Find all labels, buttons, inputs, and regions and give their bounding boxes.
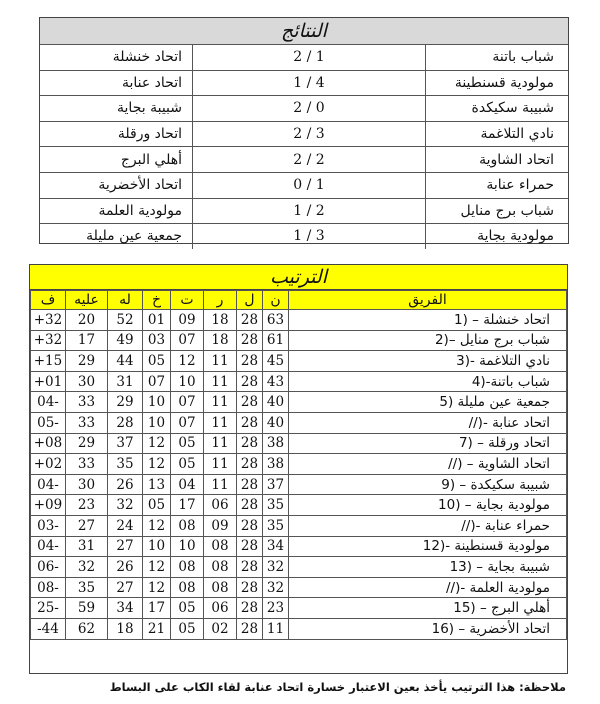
cell-pts: 43 — [263, 371, 289, 392]
cell-team: //)- حمراء عنابة — [289, 515, 567, 536]
header-ga: عليه — [66, 291, 108, 310]
score: 1 / 3 — [193, 224, 426, 249]
cell-team: 5) جمعية عين مليلة — [289, 392, 567, 413]
cell-team: //)- مولودية العلمة — [289, 577, 567, 598]
cell-pts: 23 — [263, 598, 289, 619]
home-team: حمراء عنابة — [426, 172, 569, 198]
cell-won: 11 — [204, 371, 237, 392]
cell-pts: 35 — [263, 515, 289, 536]
cell-draw: 09 — [171, 310, 204, 331]
away-team: مولودية العلمة — [40, 198, 193, 224]
cell-draw: 04 — [171, 474, 204, 495]
cell-pts: 35 — [263, 495, 289, 516]
standings-row — [31, 474, 567, 495]
score: 2 / 0 — [193, 96, 426, 122]
cell-gf: 32 — [108, 495, 143, 516]
results-panel — [39, 17, 569, 244]
cell-gf: 49 — [108, 330, 143, 351]
cell-gf: 44 — [108, 351, 143, 372]
home-team: شبيبة سكيكدة — [426, 96, 569, 122]
result-row — [40, 198, 568, 224]
cell-ga: 23 — [66, 495, 108, 516]
cell-ga: 30 — [66, 474, 108, 495]
cell-lost: 13 — [143, 474, 171, 495]
cell-gf: 52 — [108, 310, 143, 331]
cell-gf: 37 — [108, 433, 143, 454]
cell-draw: 07 — [171, 392, 204, 413]
score: 2 / 1 — [193, 45, 426, 70]
header-team: الفريق — [289, 291, 567, 310]
cell-diff: 25- — [31, 598, 66, 619]
cell-team: 1) – اتحاد خنشلة — [289, 310, 567, 331]
cell-won: 11 — [204, 454, 237, 475]
cell-pts: 32 — [263, 557, 289, 578]
cell-played: 28 — [237, 557, 263, 578]
cell-diff: -44 — [31, 618, 66, 639]
cell-won: 11 — [204, 412, 237, 433]
away-team: اتحاد عنابة — [40, 70, 193, 96]
cell-won: 02 — [204, 618, 237, 639]
cell-won: 11 — [204, 474, 237, 495]
cell-played: 28 — [237, 577, 263, 598]
cell-gf: 29 — [108, 392, 143, 413]
cell-ga: 30 — [66, 371, 108, 392]
standings-row — [31, 454, 567, 475]
result-row — [40, 172, 568, 198]
result-row — [40, 96, 568, 122]
cell-team: 9) – شبيبة سكيكدة — [289, 474, 567, 495]
cell-played: 28 — [237, 618, 263, 639]
cell-gf: 26 — [108, 557, 143, 578]
cell-lost: 12 — [143, 433, 171, 454]
cell-won: 08 — [204, 557, 237, 578]
cell-draw: 05 — [171, 598, 204, 619]
result-row — [40, 121, 568, 147]
standings-row — [31, 433, 567, 454]
cell-lost: 05 — [143, 351, 171, 372]
standings-row — [31, 577, 567, 598]
cell-played: 28 — [237, 536, 263, 557]
cell-diff: 08- — [31, 577, 66, 598]
cell-played: 28 — [237, 310, 263, 331]
cell-draw: 05 — [171, 433, 204, 454]
cell-team: 10) – مولودية بجاية — [289, 495, 567, 516]
score: 1 / 4 — [193, 70, 426, 96]
cell-lost: 05 — [143, 495, 171, 516]
cell-lost: 07 — [143, 371, 171, 392]
cell-draw: 07 — [171, 330, 204, 351]
away-team: اتحاد خنشلة — [40, 45, 193, 70]
cell-lost: 01 — [143, 310, 171, 331]
cell-ga: 29 — [66, 433, 108, 454]
cell-pts: 40 — [263, 412, 289, 433]
cell-won: 08 — [204, 536, 237, 557]
cell-lost: 12 — [143, 557, 171, 578]
cell-team: 16) – اتحاد الأخضرية — [289, 618, 567, 639]
standings-row — [31, 495, 567, 516]
cell-ga: 59 — [66, 598, 108, 619]
cell-played: 28 — [237, 433, 263, 454]
cell-team: 13) – شبيبة بجاية — [289, 557, 567, 578]
cell-gf: 26 — [108, 474, 143, 495]
cell-team: 3)- نادي التلاغمة — [289, 351, 567, 372]
cell-pts: 32 — [263, 577, 289, 598]
cell-pts: 40 — [263, 392, 289, 413]
cell-won: 11 — [204, 433, 237, 454]
score: 0 / 1 — [193, 172, 426, 198]
score: 2 / 3 — [193, 121, 426, 147]
home-team: نادي التلاغمة — [426, 121, 569, 147]
standings-title: الترتيب — [30, 265, 567, 290]
cell-played: 28 — [237, 371, 263, 392]
cell-ga: 17 — [66, 330, 108, 351]
standings-row — [31, 598, 567, 619]
cell-diff: +08 — [31, 433, 66, 454]
cell-ga: 35 — [66, 577, 108, 598]
score: 2 / 2 — [193, 147, 426, 173]
cell-won: 11 — [204, 351, 237, 372]
cell-diff: 05- — [31, 412, 66, 433]
cell-lost: 12 — [143, 515, 171, 536]
away-team: اتحاد الأخضرية — [40, 172, 193, 198]
result-row — [40, 45, 568, 70]
cell-gf: 24 — [108, 515, 143, 536]
cell-diff: 03- — [31, 515, 66, 536]
cell-played: 28 — [237, 412, 263, 433]
cell-played: 28 — [237, 351, 263, 372]
cell-lost: 03 — [143, 330, 171, 351]
header-diff: ف — [31, 291, 66, 310]
cell-lost: 21 — [143, 618, 171, 639]
cell-lost: 10 — [143, 412, 171, 433]
cell-diff: +09 — [31, 495, 66, 516]
cell-played: 28 — [237, 392, 263, 413]
result-row — [40, 70, 568, 96]
cell-lost: 10 — [143, 536, 171, 557]
cell-won: 06 — [204, 598, 237, 619]
away-team: جمعية عين مليلة — [86, 228, 182, 245]
cell-draw: 05 — [171, 618, 204, 639]
standings-row — [31, 412, 567, 433]
cell-draw: 08 — [171, 557, 204, 578]
standings-row — [31, 330, 567, 351]
cell-team: 12)- مولودية قسنطينة — [289, 536, 567, 557]
header-draw: ت — [171, 291, 204, 310]
cell-gf: 27 — [108, 536, 143, 557]
away-team: شبيبة بجاية — [40, 96, 193, 122]
cell-team: 15) – أهلي البرج — [289, 598, 567, 619]
cell-played: 28 — [237, 598, 263, 619]
cell-diff: 04- — [31, 392, 66, 413]
header-gf: له — [108, 291, 143, 310]
standings-panel — [29, 264, 568, 674]
standings-header-row — [31, 291, 567, 310]
cell-lost: 17 — [143, 598, 171, 619]
standings-row — [31, 351, 567, 372]
cell-pts: 38 — [263, 454, 289, 475]
header-lost: خ — [143, 291, 171, 310]
cell-diff: +15 — [31, 351, 66, 372]
cell-gf: 31 — [108, 371, 143, 392]
cell-diff: +32 — [31, 310, 66, 331]
home-team: اتحاد الشاوية — [426, 147, 569, 173]
cell-team: 2)– شباب برج منايل — [289, 330, 567, 351]
standings-row — [31, 371, 567, 392]
cell-gf: 35 — [108, 454, 143, 475]
cell-ga: 32 — [66, 557, 108, 578]
cell-won: 11 — [204, 392, 237, 413]
cell-won: 18 — [204, 330, 237, 351]
cell-won: 18 — [204, 310, 237, 331]
cell-diff: 06- — [31, 557, 66, 578]
cell-pts: 11 — [263, 618, 289, 639]
home-team: شباب باتنة — [426, 45, 569, 70]
cell-won: 09 — [204, 515, 237, 536]
cell-diff: +02 — [31, 454, 66, 475]
cell-draw: 10 — [171, 371, 204, 392]
cell-pts: 45 — [263, 351, 289, 372]
cell-lost: 12 — [143, 454, 171, 475]
cell-gf: 27 — [108, 577, 143, 598]
cell-diff: +01 — [31, 371, 66, 392]
standings-row — [31, 310, 567, 331]
cell-pts: 38 — [263, 433, 289, 454]
home-team: شباب برج منايل — [426, 198, 569, 224]
cell-pts: 61 — [263, 330, 289, 351]
cell-diff: +32 — [31, 330, 66, 351]
cell-draw: 07 — [171, 412, 204, 433]
cell-draw: 08 — [171, 515, 204, 536]
cell-played: 28 — [237, 330, 263, 351]
cell-draw: 17 — [171, 495, 204, 516]
standings-row — [31, 392, 567, 413]
home-team: مولودية قسنطينة — [426, 70, 569, 96]
cell-gf: 34 — [108, 598, 143, 619]
results-table — [40, 45, 568, 249]
cell-ga: 20 — [66, 310, 108, 331]
header-pts: ن — [263, 291, 289, 310]
cell-won: 08 — [204, 577, 237, 598]
cell-team: //) – اتحاد الشاوية — [289, 454, 567, 475]
standings-row — [31, 557, 567, 578]
cell-lost: 12 — [143, 577, 171, 598]
cell-diff: 04- — [31, 536, 66, 557]
cell-team: 4)-شباب باتنة — [289, 371, 567, 392]
result-row — [40, 147, 568, 173]
cell-draw: 12 — [171, 351, 204, 372]
cell-ga: 31 — [66, 536, 108, 557]
cell-ga: 62 — [66, 618, 108, 639]
home-team: مولودية بجاية — [426, 224, 569, 249]
cell-draw: 08 — [171, 577, 204, 598]
cell-pts: 63 — [263, 310, 289, 331]
cell-diff: 04- — [31, 474, 66, 495]
header-played: ل — [237, 291, 263, 310]
cell-ga: 33 — [66, 392, 108, 413]
cell-played: 28 — [237, 515, 263, 536]
cell-played: 28 — [237, 474, 263, 495]
cell-draw: 05 — [171, 454, 204, 475]
cell-ga: 29 — [66, 351, 108, 372]
cell-gf: 28 — [108, 412, 143, 433]
cell-played: 28 — [237, 454, 263, 475]
cell-gf: 18 — [108, 618, 143, 639]
score: 1 / 2 — [193, 198, 426, 224]
standings-table — [30, 290, 567, 640]
cell-pts: 34 — [263, 536, 289, 557]
footnote: ملاحظة: هذا الترتيب يأخذ بعين الاعتبار خسارة اتحاد عنابة لقاء الكاب على البساط — [109, 680, 566, 694]
cell-team: 7) – اتحاد ورقلة — [289, 433, 567, 454]
standings-row — [31, 515, 567, 536]
away-team: أهلي البرج — [40, 147, 193, 173]
cell-team: //)- اتحاد عنابة — [289, 412, 567, 433]
cell-lost: 10 — [143, 392, 171, 413]
cell-won: 06 — [204, 495, 237, 516]
standings-row — [31, 618, 567, 639]
cell-pts: 37 — [263, 474, 289, 495]
results-title: النتائج — [40, 18, 568, 45]
cell-ga: 33 — [66, 412, 108, 433]
cell-draw: 10 — [171, 536, 204, 557]
cell-ga: 33 — [66, 454, 108, 475]
cell-played: 28 — [237, 495, 263, 516]
header-won: ر — [204, 291, 237, 310]
away-team: اتحاد ورقلة — [40, 121, 193, 147]
standings-row — [31, 536, 567, 557]
result-row — [40, 224, 568, 249]
cell-ga: 27 — [66, 515, 108, 536]
